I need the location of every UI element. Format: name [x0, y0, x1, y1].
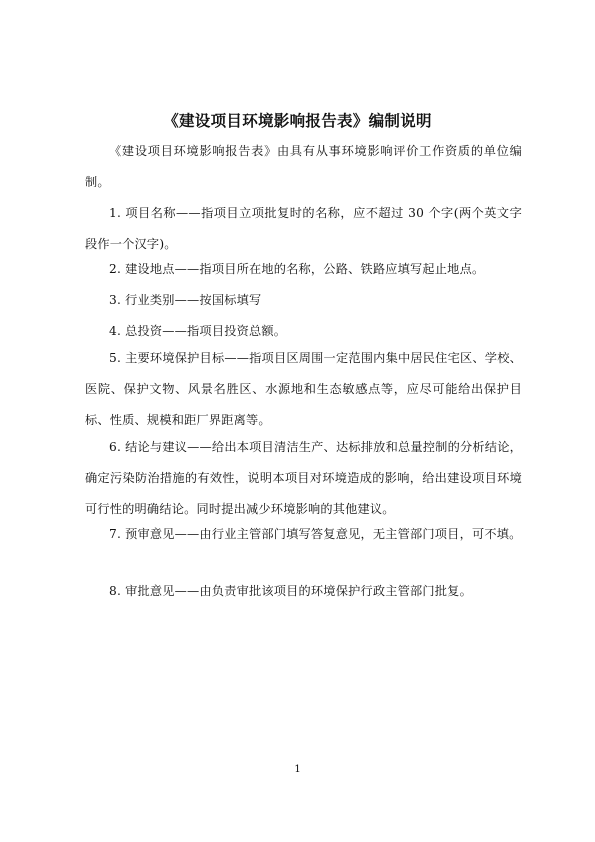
item-total-investment: 4. 总投资——指项目投资总额。	[109, 324, 287, 338]
item-approval-opinion: 8. 审批意见——由负责审批该项目的环境保护行政主管部门批复。	[109, 584, 472, 598]
item-conclusion: 6. 结论与建议——给出本项目清洁生产、达标排放和总量控制的分析结论，确定污染防治措施的有效性，说明本项目对环境造成的影响，给出建设项目环境可行性的明确结论。同时提出减少环境影响的其他建议。	[85, 440, 522, 516]
intro-paragraph: 《建设项目环境影响报告表》由具有从事环境影响评价工作资质的单位编制。	[85, 144, 522, 189]
item-preliminary-review: 7. 预审意见——由行业主管部门填写答复意见，无主管部门项目，可不填。	[109, 527, 522, 541]
item-project-name: 1. 项目名称——指项目立项批复时的名称，应不超过 30 个字(两个英文字段作一个汉字)。	[85, 206, 522, 251]
item-industry-category: 3. 行业类别——按国标填写	[109, 293, 262, 307]
item-protection-targets: 5. 主要环境保护目标——指项目区周围一定范围内集中居民住宅区、学校、医院、保护文物、风景名胜区、水源地和生态敏感点等，应尽可能给出保护目标、性质、规模和距厂界距离等。	[85, 351, 522, 427]
item-construction-site: 2. 建设地点——指项目所在地的名称，公路、铁路应填写起止地点。	[109, 262, 485, 276]
document-title: 《建设项目环境影响报告表》编制说明	[163, 112, 432, 130]
page-number: 1	[294, 764, 301, 775]
